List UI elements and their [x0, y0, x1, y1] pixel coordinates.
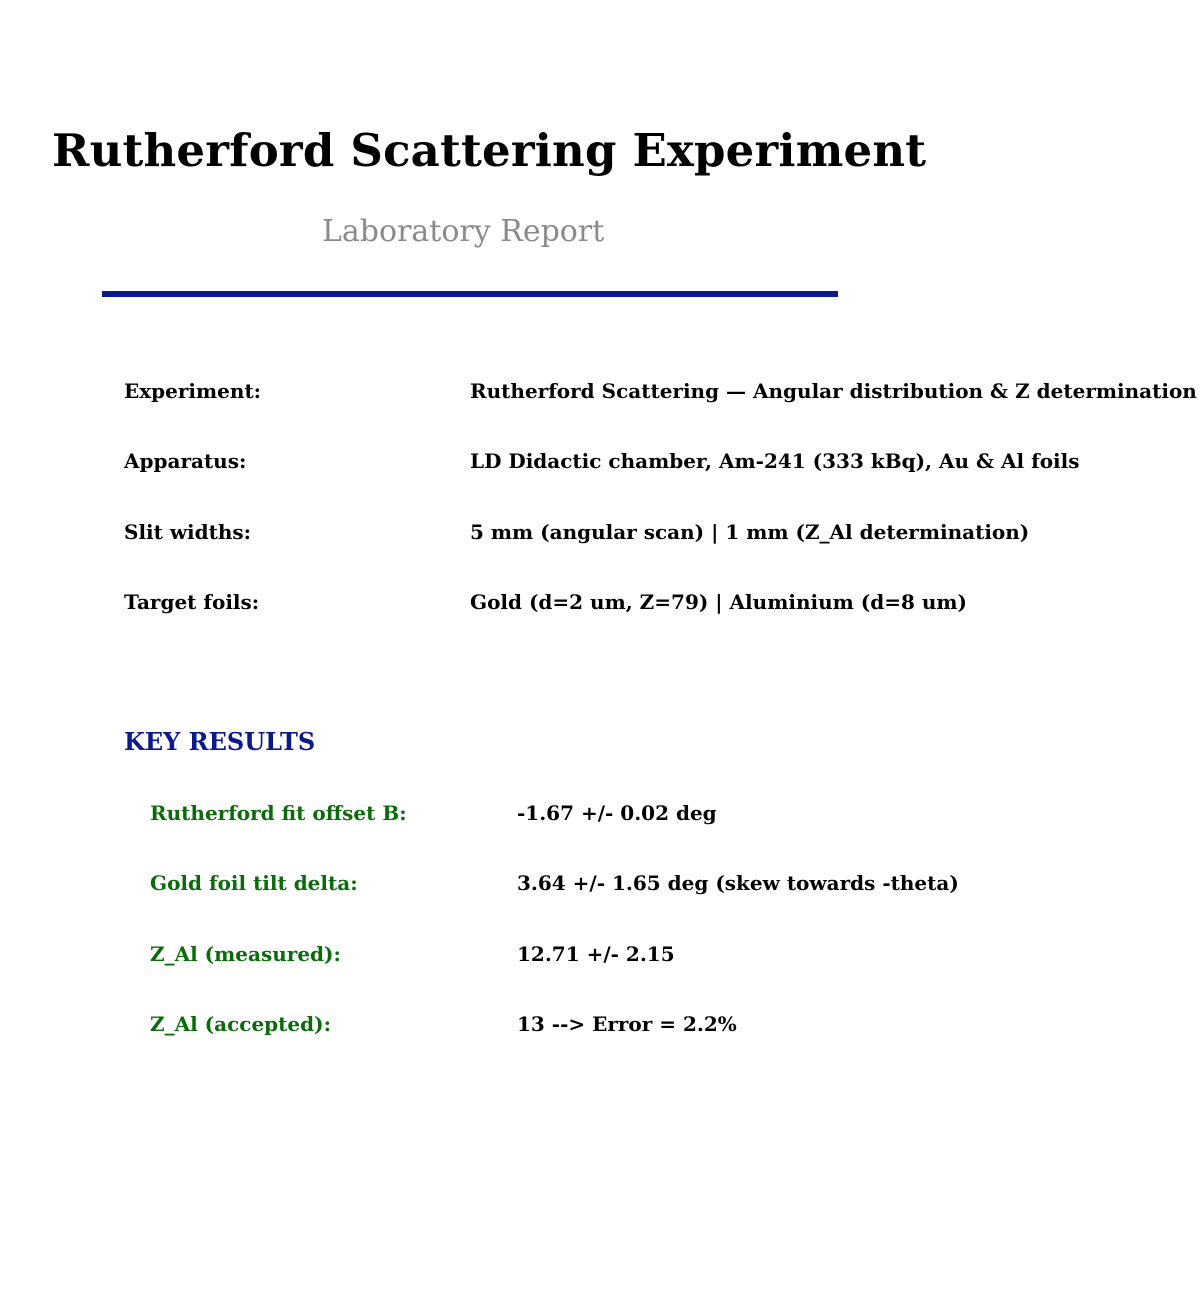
key-results-heading: KEY RESULTS: [124, 727, 316, 756]
result-value: 12.71 +/- 2.15: [517, 941, 675, 966]
detail-row-experiment: [124, 378, 1197, 448]
detail-row-apparatus: [124, 448, 1194, 518]
result-row-zal-accepted: [150, 1011, 1150, 1081]
report-subtitle: Laboratory Report: [322, 214, 605, 249]
detail-value: LD Didactic chamber, Am-241 (333 kBq), Au & Al foils: [470, 449, 1080, 474]
detail-label: Experiment:: [124, 379, 262, 403]
result-label: Gold foil tilt delta:: [150, 871, 358, 896]
result-row-zal-measured: [150, 941, 1150, 1011]
result-value: 13 --> Error = 2.2%: [517, 1011, 737, 1036]
detail-row-target-foils: [124, 589, 1194, 659]
detail-value: Gold (d=2 um, Z=79) | Aluminium (d=8 um): [470, 589, 968, 614]
result-value: 3.64 +/- 1.65 deg (skew towards -theta): [517, 871, 959, 896]
detail-label: Target foils:: [124, 589, 260, 614]
detail-value: 5 mm (angular scan) | 1 mm (Z_Al determination): [470, 519, 1030, 544]
result-row-tilt-delta: [150, 870, 1150, 940]
title-divider: [102, 291, 838, 297]
result-value: -1.67 +/- 0.02 deg: [517, 801, 717, 825]
report-title: Rutherford Scattering Experiment: [52, 124, 927, 177]
detail-label: Slit widths:: [124, 519, 252, 544]
result-row-fit-offset: [150, 800, 1150, 870]
result-label: Z_Al (measured):: [150, 941, 341, 966]
detail-label: Apparatus:: [124, 449, 247, 474]
detail-row-slit-widths: [124, 519, 1194, 589]
detail-value: Rutherford Scattering — Angular distribution & Z determination: [470, 379, 1197, 403]
key-results-list: [150, 800, 1150, 1081]
experiment-details: [124, 378, 1197, 659]
result-label: Z_Al (accepted):: [150, 1011, 331, 1036]
result-label: Rutherford fit offset B:: [150, 801, 407, 825]
